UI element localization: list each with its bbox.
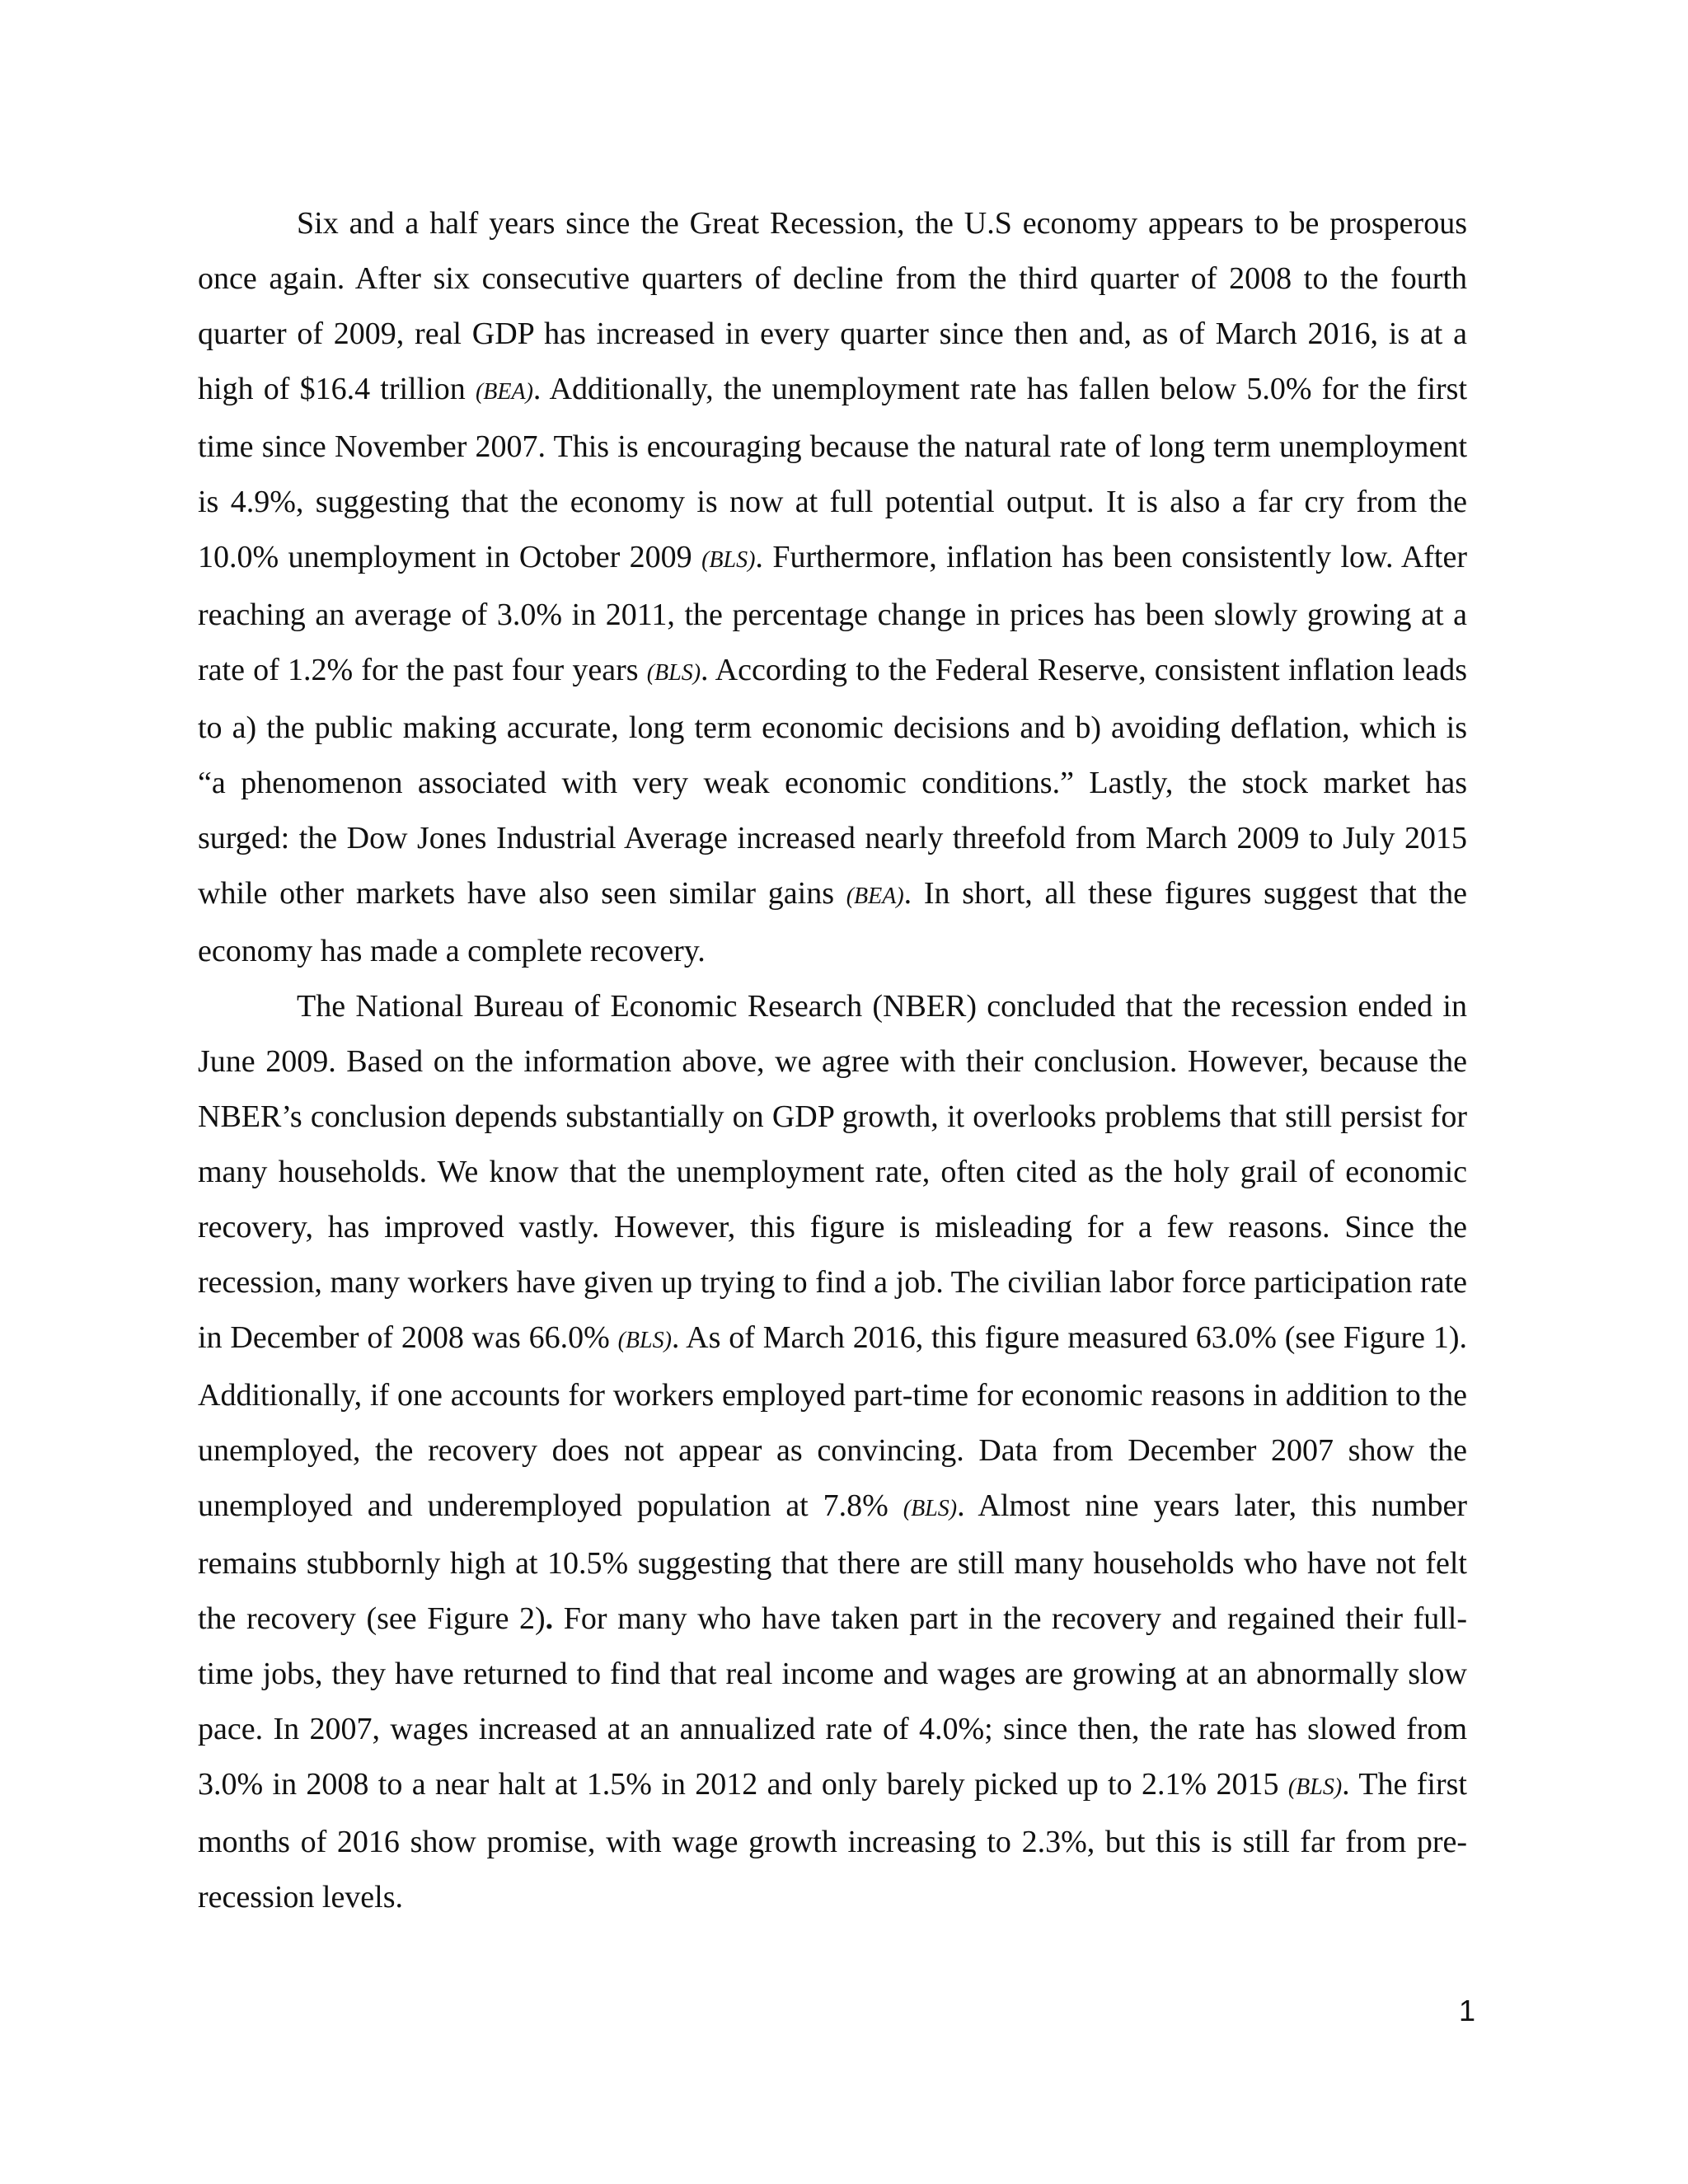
citation-bls: (BLS) <box>646 660 701 686</box>
citation-bea: (BEA) <box>475 379 533 405</box>
text-run: . Almost nine years later, this number remains stubbornly high at 10.5% suggesting that there are still many households who have not felt the recovery (see Figure 2) <box>198 1488 1467 1636</box>
citation-bls: (BLS) <box>1287 1774 1343 1800</box>
text-run: For many who have taken part in the recovery and regained their full-time jobs, they have returned to find that real income and wages are growing at an abnormally slow pace. In 2007, wages increased at an annualized rate of 4.0%; since then, the rate has slowed from 3.0% in 2008 to a near halt at 1.5% in 2012 and only barely picked up to 2.1% 2015 <box>198 1601 1467 1802</box>
paragraph-persistent-problems <box>198 979 1467 1925</box>
text-run: . Additionally, the unemployment rate has fallen below 5.0% for the first time since November 2007. This is encouraging because the natural rate of long term unemployment is 4.9%, suggesting that the economy is now at full potential output. It is also a far cry from the 10.0% unemployment in October 2009 <box>198 372 1468 574</box>
text-run: . According to the Federal Reserve, consistent inflation leads to a) the public making accurate, long term economic decisions and b) avoiding deflation, which is “a phenomenon associated with very weak economic conditions.” Lastly, the stock market has surged: the Dow Jones Industrial Average increased nearly threefold from March 2009 to July 2015 while other markets have also seen similar gains <box>198 653 1467 911</box>
bold-period: . <box>545 1601 554 1636</box>
citation-bls: (BLS) <box>903 1496 958 1521</box>
text-run: Six and a half years since the Great Recession, the U.S economy appears to be prosperous once again. After six consecutive quarters of decline from the third quarter of 2008 to the fourth quarter of 2009, real GDP has increased in every quarter since then and, as of March 2016, is at a high of $16.4 trillion <box>198 206 1467 406</box>
text-run: . As of March 2016, this figure measured 63.0% (see Figure 1). Additionally, if one accounts for workers employed part-time for economic reasons in addition to the unemployed, the recovery does not appear as convincing. Data from December 2007 show the unemployed and underemployed population at 7.8% <box>198 1320 1467 1523</box>
text-run: . The first months of 2016 show promise, with wage growth increasing to 2.3%, but this is still far from pre-recession levels. <box>198 1767 1467 1915</box>
text-run: . In short, all these figures suggest that the economy has made a complete recovery. <box>198 876 1467 968</box>
citation-bea: (BEA) <box>846 883 904 909</box>
citation-bls: (BLS) <box>617 1328 672 1353</box>
page-number: 1 <box>1458 1994 1475 2027</box>
citation-bls: (BLS) <box>701 547 756 573</box>
paragraph-recovery-indicators <box>198 196 1467 979</box>
body-text <box>198 196 1467 1925</box>
text-run: The National Bureau of Economic Research (NBER) concluded that the recession ended in June 2009. Based on the information above, we agree with their conclusion. However, because the NBER’s conclusion depends substantially on GDP growth, it overlooks problems that still persist for many households. We know that the unemployment rate, often cited as the holy grail of economic recovery, has improved vastly. However, this figure is misleading for a few reasons. Since the recession, many workers have given up trying to find a job. The civilian labor force participation rate in December of 2008 was 66.0% <box>198 989 1467 1355</box>
text-run: . Furthermore, inflation has been consistently low. After reaching an average of 3.0% in 2011, the percentage change in prices has been slowly growing at a rate of 1.2% for the past four years <box>198 540 1467 687</box>
